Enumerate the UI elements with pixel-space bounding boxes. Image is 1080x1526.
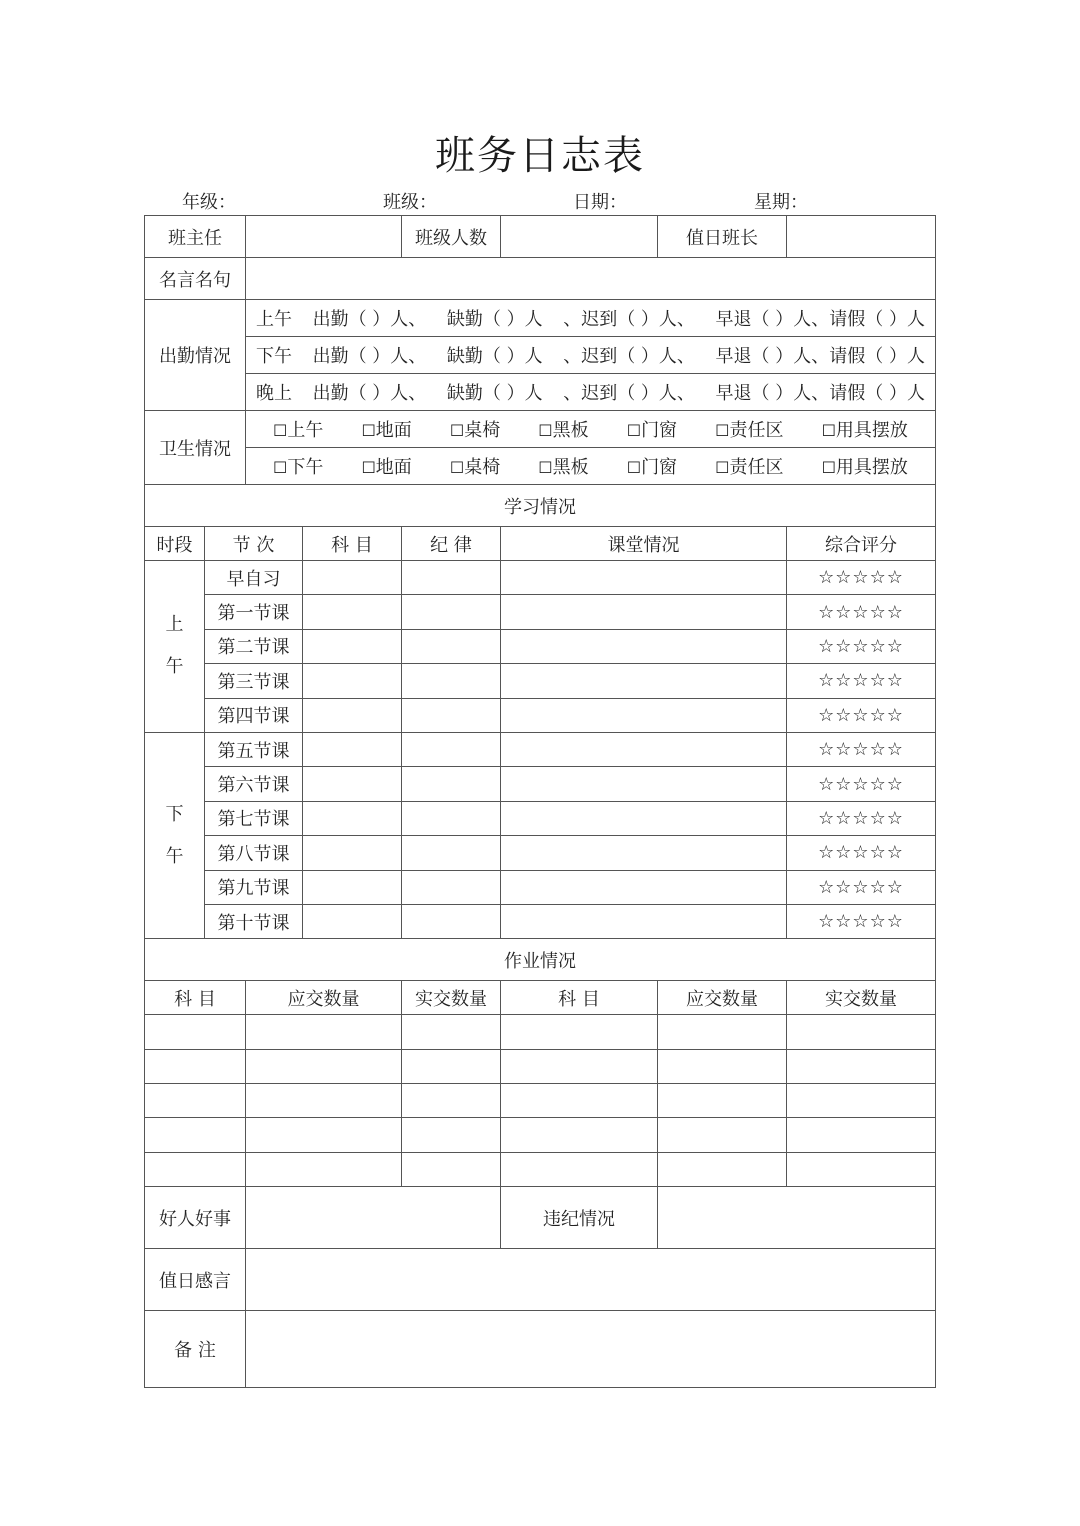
attendance-item[interactable]: 、迟到（ ）人、: [563, 309, 695, 330]
page-title: 班务日志表: [435, 133, 645, 179]
hygiene-item-label: 门窗: [641, 457, 678, 478]
homework-cell[interactable]: [145, 1084, 246, 1118]
hygiene-item-label: 地面: [375, 457, 412, 478]
subject-cell[interactable]: [303, 561, 402, 595]
classroom-cell[interactable]: [501, 870, 787, 904]
homework-cell[interactable]: [787, 1049, 936, 1083]
hygiene-item-label: 下午: [287, 457, 324, 478]
hygiene-checkbox-item[interactable]: [538, 416, 588, 442]
homework-cell[interactable]: [145, 1015, 246, 1049]
remarks-input[interactable]: [246, 1311, 936, 1388]
lesson-name: 第八节课: [205, 836, 303, 870]
attendance-item[interactable]: 出勤（ ）人、: [312, 383, 427, 404]
homework-cell[interactable]: [658, 1049, 787, 1083]
attendance-item[interactable]: 早退（ ）人、请假（ ）人: [715, 346, 925, 367]
vertical-label: [166, 604, 184, 688]
lesson-name: 第五节课: [205, 732, 303, 766]
attendance-item[interactable]: 缺勤（ ）人: [446, 309, 543, 330]
lesson-name: 早自习: [205, 561, 303, 595]
hygiene-row-0: [246, 411, 936, 448]
attendance-item[interactable]: 、迟到（ ）人、: [563, 346, 695, 367]
hygiene-item-label: 桌椅: [464, 457, 501, 478]
class-size-input[interactable]: [501, 216, 658, 258]
duty-thoughts-input[interactable]: [246, 1249, 936, 1311]
hygiene-item-label: 用具摆放: [835, 457, 908, 478]
homework-cell[interactable]: [658, 1118, 787, 1152]
hygiene-item-label: 黑板: [552, 457, 589, 478]
hygiene-item-label: 地面: [375, 420, 412, 441]
hygiene-item-label: 上午: [287, 420, 324, 441]
head-teacher-input[interactable]: [246, 216, 402, 258]
hygiene-checkbox-item[interactable]: [273, 453, 323, 479]
checkbox-icon[interactable]: ☐: [715, 421, 730, 440]
checkbox-icon[interactable]: ☐: [626, 458, 642, 477]
attendance-line: [246, 379, 935, 405]
subject-cell[interactable]: [303, 836, 402, 870]
hygiene-checkbox-item[interactable]: [361, 453, 411, 479]
rating-stars[interactable]: ☆☆☆☆☆: [787, 801, 936, 835]
attendance-item[interactable]: 出勤（ ）人、: [312, 309, 427, 330]
lesson-name: 第三节课: [205, 664, 303, 698]
classroom-cell[interactable]: [501, 595, 787, 629]
rating-stars[interactable]: ☆☆☆☆☆: [787, 767, 936, 801]
hygiene-checkbox-item[interactable]: [450, 453, 500, 479]
rating-stars[interactable]: ☆☆☆☆☆: [787, 561, 936, 595]
checkbox-icon[interactable]: ☐: [821, 421, 836, 440]
homework-cell[interactable]: [145, 1118, 246, 1152]
class-size-label: 班级人数: [402, 216, 501, 258]
subject-cell[interactable]: [303, 629, 402, 663]
discipline-cell[interactable]: [402, 698, 501, 732]
subject-cell[interactable]: [303, 732, 402, 766]
lesson-name: 第四节课: [205, 698, 303, 732]
rating-stars[interactable]: ☆☆☆☆☆: [787, 904, 936, 938]
attendance-item[interactable]: 早退（ ）人、请假（ ）人: [715, 383, 925, 404]
class-label: 班级：: [383, 192, 437, 213]
discipline-cell[interactable]: [402, 732, 501, 766]
subject-cell[interactable]: [303, 870, 402, 904]
homework-cell[interactable]: [501, 1015, 658, 1049]
good-deeds-label: 好人好事: [145, 1187, 246, 1249]
homework-cell[interactable]: [787, 1152, 936, 1186]
lesson-name: 第一节课: [205, 595, 303, 629]
hygiene-line: [246, 453, 935, 479]
subject-cell[interactable]: [303, 767, 402, 801]
checkbox-icon[interactable]: ☐: [821, 458, 836, 477]
violations-input[interactable]: [658, 1187, 936, 1249]
checkbox-icon[interactable]: ☐: [538, 458, 553, 477]
monitor-label: 值日班长: [658, 216, 787, 258]
hygiene-checkbox-item[interactable]: [822, 453, 908, 479]
discipline-cell[interactable]: [402, 561, 501, 595]
homework-cell[interactable]: [787, 1015, 936, 1049]
homework-cell[interactable]: [402, 1015, 501, 1049]
classroom-cell[interactable]: [501, 836, 787, 870]
classroom-cell[interactable]: [501, 561, 787, 595]
hygiene-item-label: 门窗: [641, 420, 678, 441]
study-header-lesson: 节 次: [205, 527, 303, 561]
homework-cell[interactable]: [402, 1049, 501, 1083]
classroom-cell[interactable]: [501, 801, 787, 835]
hygiene-item-label: 桌椅: [464, 420, 501, 441]
hygiene-checkbox-item[interactable]: [715, 416, 783, 442]
vertical-char: 上: [165, 614, 184, 636]
homework-cell[interactable]: [787, 1118, 936, 1152]
subject-cell[interactable]: [303, 801, 402, 835]
homework-header-subject-2: 科 目: [501, 981, 658, 1015]
discipline-cell[interactable]: [402, 801, 501, 835]
lesson-name: 第七节课: [205, 801, 303, 835]
hygiene-item-label: 黑板: [552, 420, 589, 441]
remarks-label: 备 注: [145, 1311, 246, 1388]
hygiene-row-1: [246, 448, 936, 485]
homework-cell[interactable]: [402, 1118, 501, 1152]
homework-cell[interactable]: [246, 1152, 402, 1186]
attendance-label: 出勤情况: [145, 300, 246, 411]
classroom-cell[interactable]: [501, 629, 787, 663]
head-teacher-label: 班主任: [145, 216, 246, 258]
vertical-char: 午: [165, 656, 184, 678]
grade-label: 年级：: [182, 192, 236, 213]
checkbox-icon[interactable]: ☐: [361, 421, 376, 440]
date-label: 日期：: [573, 192, 627, 213]
lesson-name: 第九节课: [205, 870, 303, 904]
subject-cell[interactable]: [303, 904, 402, 938]
rating-stars[interactable]: ☆☆☆☆☆: [787, 664, 936, 698]
study-header-period: 时段: [145, 527, 205, 561]
study-header-classroom: 课堂情况: [501, 527, 787, 561]
attendance-item[interactable]: 缺勤（ ）人: [446, 383, 543, 404]
classroom-cell[interactable]: [501, 904, 787, 938]
homework-header-submitted-2: 实交数量: [787, 981, 936, 1015]
attendance-line: [246, 342, 935, 368]
homework-header-submitted: 实交数量: [402, 981, 501, 1015]
homework-cell[interactable]: [787, 1084, 936, 1118]
attendance-item[interactable]: 出勤（ ）人、: [312, 346, 427, 367]
study-section-title: 学习情况: [145, 485, 936, 527]
homework-cell[interactable]: [246, 1015, 402, 1049]
rating-stars[interactable]: ☆☆☆☆☆: [787, 595, 936, 629]
lesson-name: 第十节课: [205, 904, 303, 938]
monitor-input[interactable]: [787, 216, 936, 258]
vertical-char: 下: [165, 803, 184, 825]
hygiene-checkbox-item[interactable]: [627, 416, 677, 442]
good-deeds-input[interactable]: [246, 1187, 501, 1249]
morning-period-label: [145, 561, 205, 733]
checkbox-icon[interactable]: ☐: [273, 421, 288, 440]
homework-cell[interactable]: [501, 1084, 658, 1118]
attendance-row-1: [246, 337, 936, 374]
homework-cell[interactable]: [658, 1084, 787, 1118]
homework-cell[interactable]: [145, 1049, 246, 1083]
hygiene-checkbox-item[interactable]: [822, 416, 908, 442]
rating-stars[interactable]: ☆☆☆☆☆: [787, 698, 936, 732]
rating-stars[interactable]: ☆☆☆☆☆: [787, 732, 936, 766]
attendance-line: [246, 305, 935, 331]
hygiene-checkbox-item[interactable]: [273, 416, 323, 442]
discipline-cell[interactable]: [402, 836, 501, 870]
vertical-label: [166, 794, 184, 878]
homework-cell[interactable]: [246, 1118, 402, 1152]
checkbox-icon[interactable]: ☐: [449, 421, 465, 440]
homework-section-title: 作业情况: [145, 939, 936, 981]
subject-cell[interactable]: [303, 664, 402, 698]
checkbox-icon[interactable]: ☐: [273, 458, 288, 477]
attendance-row-2: [246, 374, 936, 411]
homework-cell[interactable]: [658, 1152, 787, 1186]
violations-label: 违纪情况: [501, 1187, 658, 1249]
rating-stars[interactable]: ☆☆☆☆☆: [787, 870, 936, 904]
checkbox-icon[interactable]: ☐: [626, 421, 642, 440]
homework-cell[interactable]: [246, 1049, 402, 1083]
homework-header-due-2: 应交数量: [658, 981, 787, 1015]
homework-cell[interactable]: [246, 1084, 402, 1118]
homework-header-subject: 科 目: [145, 981, 246, 1015]
vertical-char: 午: [165, 845, 184, 867]
hygiene-checkbox-item[interactable]: [450, 416, 500, 442]
study-header-subject: 科 目: [303, 527, 402, 561]
attendance-item[interactable]: 缺勤（ ）人: [446, 346, 543, 367]
checkbox-icon[interactable]: ☐: [449, 458, 465, 477]
quote-label: 名言名句: [145, 258, 246, 300]
hygiene-checkbox-item[interactable]: [361, 416, 411, 442]
duty-thoughts-label: 值日感言: [145, 1249, 246, 1311]
discipline-cell[interactable]: [402, 767, 501, 801]
discipline-cell[interactable]: [402, 870, 501, 904]
lesson-name: 第六节课: [205, 767, 303, 801]
hygiene-item-label: 用具摆放: [835, 420, 908, 441]
weekday-label: 星期：: [754, 192, 808, 213]
classroom-cell[interactable]: [501, 732, 787, 766]
subject-cell[interactable]: [303, 698, 402, 732]
attendance-item[interactable]: 、迟到（ ）人、: [563, 383, 695, 404]
classroom-cell[interactable]: [501, 664, 787, 698]
homework-cell[interactable]: [402, 1084, 501, 1118]
checkbox-icon[interactable]: ☐: [715, 458, 730, 477]
quote-input[interactable]: [246, 258, 936, 300]
attendance-period: 上午: [256, 309, 292, 330]
homework-cell[interactable]: [145, 1152, 246, 1186]
homework-header-due: 应交数量: [246, 981, 402, 1015]
hygiene-label: 卫生情况: [145, 411, 246, 485]
subject-cell[interactable]: [303, 595, 402, 629]
checkbox-icon[interactable]: ☐: [538, 421, 553, 440]
homework-cell[interactable]: [658, 1015, 787, 1049]
class-log-table: [144, 215, 936, 1388]
classroom-cell[interactable]: [501, 767, 787, 801]
homework-cell[interactable]: [501, 1152, 658, 1186]
checkbox-icon[interactable]: ☐: [361, 458, 376, 477]
discipline-cell[interactable]: [402, 904, 501, 938]
hygiene-checkbox-item[interactable]: [715, 453, 783, 479]
attendance-row-0: [246, 300, 936, 337]
rating-stars[interactable]: ☆☆☆☆☆: [787, 629, 936, 663]
attendance-period: 下午: [256, 346, 292, 367]
hygiene-checkbox-item[interactable]: [538, 453, 588, 479]
rating-stars[interactable]: ☆☆☆☆☆: [787, 836, 936, 870]
afternoon-period-label: [145, 732, 205, 938]
discipline-cell[interactable]: [402, 629, 501, 663]
homework-cell[interactable]: [402, 1152, 501, 1186]
attendance-item[interactable]: 早退（ ）人、请假（ ）人: [715, 309, 925, 330]
hygiene-line: [246, 416, 935, 442]
discipline-cell[interactable]: [402, 664, 501, 698]
hygiene-checkbox-item[interactable]: [627, 453, 677, 479]
hygiene-item-label: 责任区: [729, 420, 784, 441]
attendance-period: 晚上: [256, 383, 292, 404]
study-header-rating: 综合评分: [787, 527, 936, 561]
homework-cell[interactable]: [501, 1118, 658, 1152]
classroom-cell[interactable]: [501, 698, 787, 732]
hygiene-item-label: 责任区: [729, 457, 784, 478]
homework-cell[interactable]: [501, 1049, 658, 1083]
study-header-discipline: 纪 律: [402, 527, 501, 561]
lesson-name: 第二节课: [205, 629, 303, 663]
discipline-cell[interactable]: [402, 595, 501, 629]
